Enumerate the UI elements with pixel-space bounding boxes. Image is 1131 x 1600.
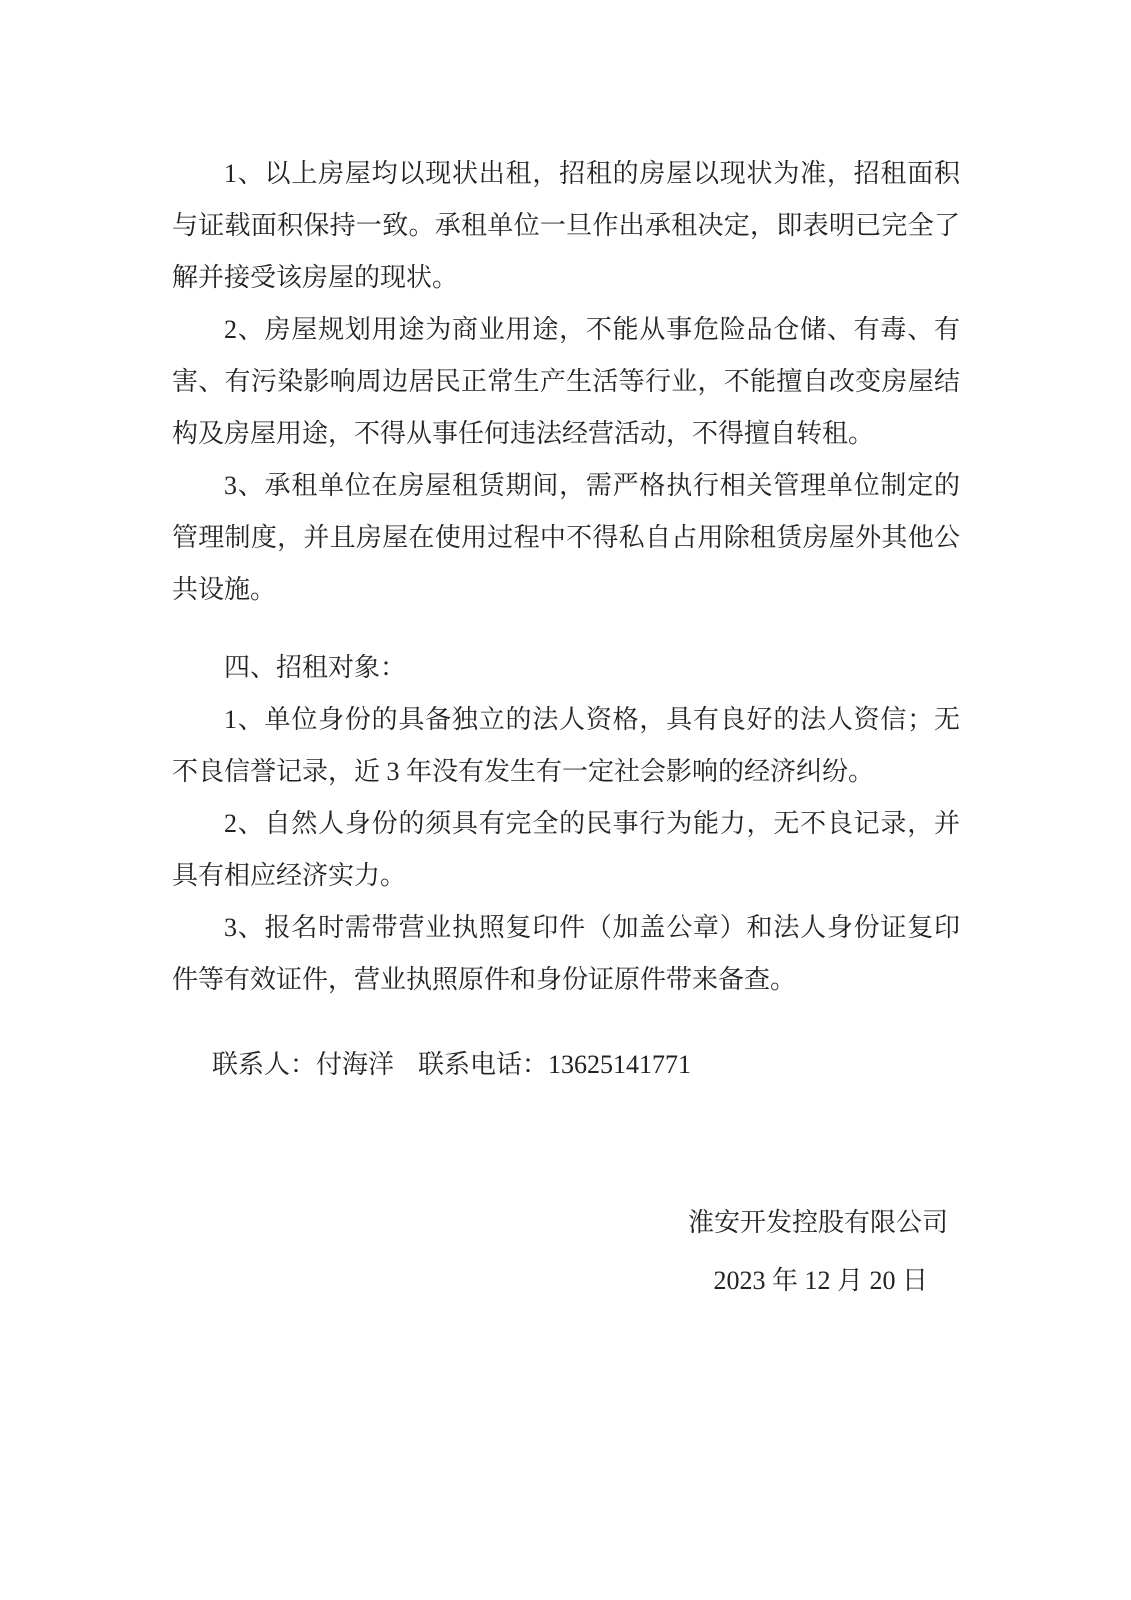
clause-2: 2、房屋规划用途为商业用途，不能从事危险品仓储、有毒、有害、有污染影响周边居民正常生产生活等行业，不能擅自改变房屋结构及房屋用途，不得从事任何违法经营活动，不得擅自转租。 xyxy=(172,315,960,448)
rental-target-item-3: 3、报名时需带营业执照复印件（加盖公章）和法人身份证复印件等有效证件，营业执照原件和身份证原件带来备查。 xyxy=(172,913,960,994)
contact-phone-number: 13625141771 xyxy=(548,1050,692,1079)
clause-3: 3、承租单位在房屋租赁期间，需严格执行相关管理单位制定的管理制度，并且房屋在使用过程中不得私自占用除租赁房屋外其他公共设施。 xyxy=(172,471,960,604)
contact-phone-label: 联系电话： xyxy=(418,1050,549,1079)
clause-1: 1、以上房屋均以现状出租，招租的房屋以现状为准，招租面积与证载面积保持一致。承租单位一旦作出承租决定，即表明已完全了解并接受该房屋的现状。 xyxy=(172,159,960,292)
contact-person-name: 付海洋 xyxy=(316,1050,395,1079)
signature-company: 淮安开发控股有限公司 xyxy=(687,1208,948,1237)
signature-date: 2023 年 12 月 20 日 xyxy=(713,1266,928,1295)
contact-person-label: 联系人： xyxy=(212,1050,317,1079)
section-heading-rental-targets: 四、招租对象： xyxy=(224,653,407,682)
rental-target-item-1: 1、单位身份的具备独立的法人资格，具有良好的法人资信；无不良信誉记录，近 3 年没有发生有一定社会影响的经济纠纷。 xyxy=(172,705,960,786)
document-body xyxy=(172,148,960,1307)
rental-target-item-2: 2、自然人身份的须具有完全的民事行为能力，无不良记录，并具有相应经济实力。 xyxy=(172,809,960,890)
contact-line xyxy=(172,1039,960,1091)
